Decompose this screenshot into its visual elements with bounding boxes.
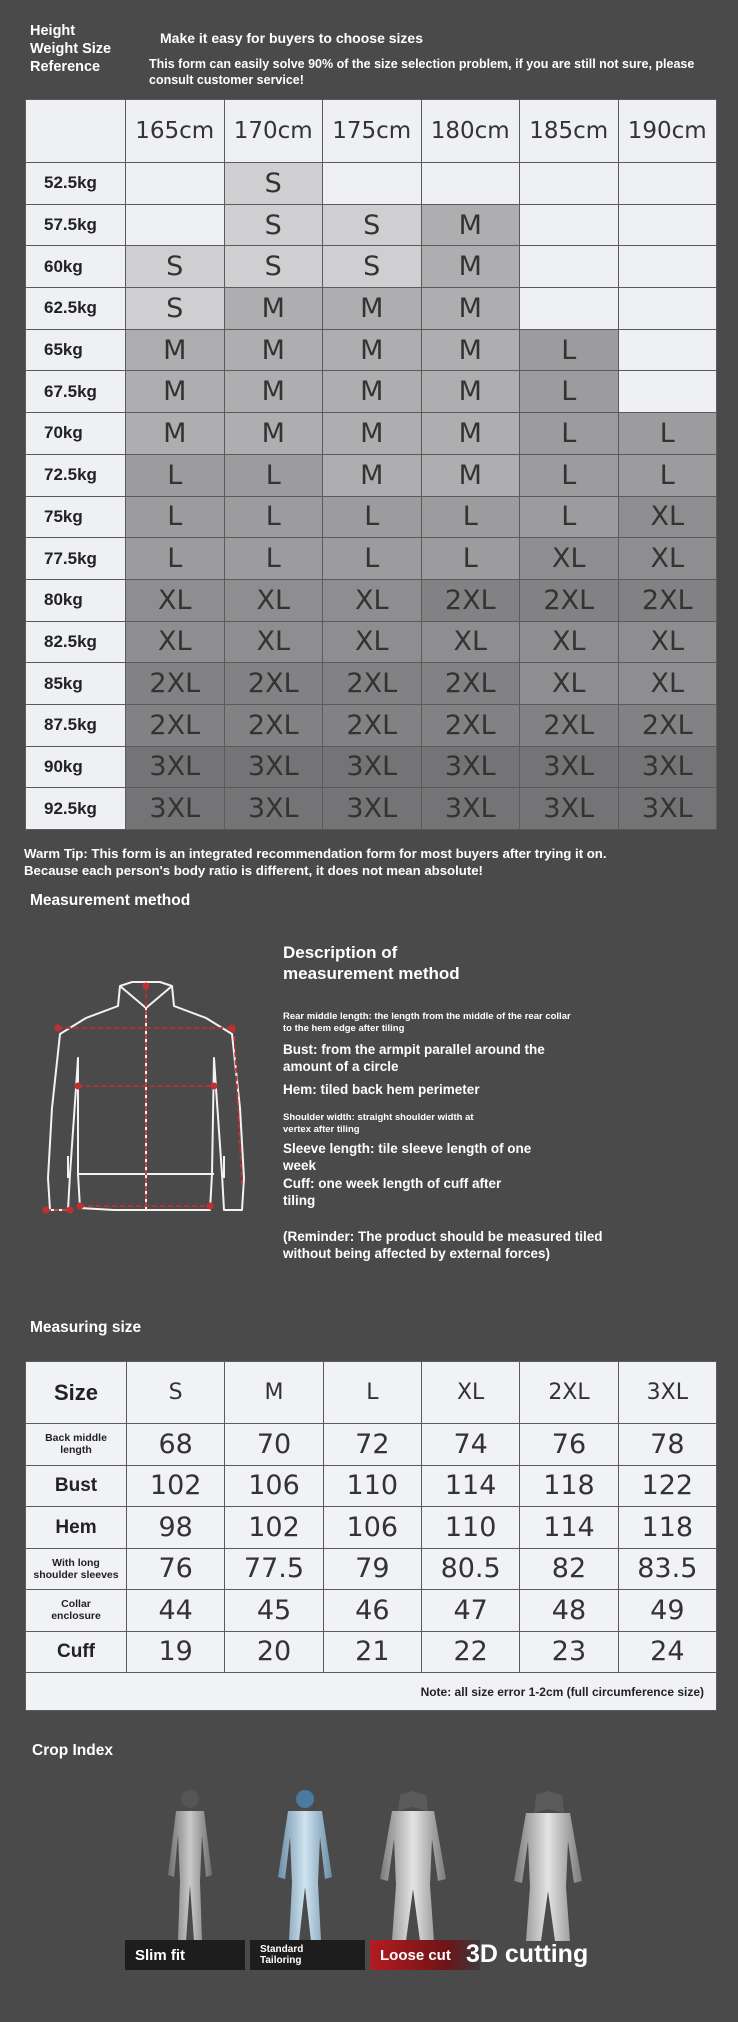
measure-value: 70 <box>225 1424 323 1466</box>
height-header: 180cm <box>421 100 520 163</box>
size-cell: L <box>126 538 225 580</box>
size-cell: 2XL <box>323 663 422 705</box>
measure-label-line-2: shoulder sleeves <box>33 1568 119 1581</box>
size-cell: M <box>421 371 520 413</box>
desc-cuff <box>283 1175 501 1209</box>
size-cell: M <box>224 288 323 330</box>
size-cell: M <box>126 329 225 371</box>
measure-label-line-1: Cuff <box>57 1641 95 1663</box>
size-cell <box>520 163 619 205</box>
size-cell: M <box>421 204 520 246</box>
size-cell: 3XL <box>618 788 717 830</box>
weight-label: 82.5kg <box>26 621 126 663</box>
weight-label: 87.5kg <box>26 704 126 746</box>
measure-header-row <box>26 1362 717 1424</box>
size-cell <box>126 163 225 205</box>
measure-value: 48 <box>520 1590 618 1632</box>
size-cell: L <box>618 413 717 455</box>
size-cell: M <box>126 371 225 413</box>
reference-line-1: Height <box>30 23 76 39</box>
size-cell: XL <box>126 579 225 621</box>
chart-reference-label <box>30 22 111 76</box>
measure-value: 82 <box>520 1548 618 1590</box>
size-cell: S <box>323 204 422 246</box>
table-row <box>26 204 717 246</box>
size-cell: XL <box>126 621 225 663</box>
size-cell: L <box>224 496 323 538</box>
desc-hem <box>283 1081 480 1098</box>
size-chart-header-row <box>26 100 717 163</box>
size-column-header: XL <box>421 1362 519 1424</box>
table-row <box>26 246 717 288</box>
size-cell <box>520 288 619 330</box>
size-cell: L <box>224 454 323 496</box>
weight-label: 92.5kg <box>26 788 126 830</box>
size-cell: 2XL <box>520 579 619 621</box>
table-row <box>26 704 717 746</box>
size-cell: M <box>224 413 323 455</box>
corner-cell <box>26 100 126 163</box>
weight-label: 67.5kg <box>26 371 126 413</box>
size-cell: L <box>126 496 225 538</box>
size-cell <box>618 246 717 288</box>
size-cell <box>421 163 520 205</box>
size-cell: 2XL <box>618 579 717 621</box>
size-cell: M <box>224 371 323 413</box>
size-cell: 2XL <box>224 704 323 746</box>
measure-value: 76 <box>520 1424 618 1466</box>
size-cell: XL <box>323 621 422 663</box>
size-cell: 2XL <box>126 663 225 705</box>
measure-value: 106 <box>323 1507 421 1549</box>
size-cell: M <box>323 288 422 330</box>
size-cell: 2XL <box>126 704 225 746</box>
size-cell: L <box>421 538 520 580</box>
table-row <box>26 663 717 705</box>
size-cell: S <box>224 204 323 246</box>
note-row <box>26 1673 717 1711</box>
measure-label-line-2: enclosure <box>51 1610 101 1623</box>
size-cell: 3XL <box>224 746 323 788</box>
size-cell: XL <box>618 663 717 705</box>
measure-value: 49 <box>618 1590 716 1632</box>
size-cell: S <box>224 246 323 288</box>
table-row <box>26 788 717 830</box>
measure-label-line-1: Hem <box>55 1516 97 1538</box>
size-cell: 2XL <box>323 704 422 746</box>
size-chart-table <box>25 99 717 830</box>
size-cell: XL <box>224 579 323 621</box>
description-title-line-1: Description of <box>283 943 398 962</box>
warm-tip-line-1: Warm Tip: This form is an integrated recommendation form for most buyers after trying it on. <box>24 846 607 861</box>
reference-line-3: Reference <box>30 59 101 75</box>
size-cell <box>618 288 717 330</box>
description-title-line-2: measurement method <box>283 964 460 983</box>
measure-value: 102 <box>127 1465 225 1507</box>
description-title <box>283 942 460 984</box>
size-cell: XL <box>520 621 619 663</box>
measure-value: 46 <box>323 1590 421 1632</box>
height-header: 170cm <box>224 100 323 163</box>
height-header: 175cm <box>323 100 422 163</box>
reference-line-2: Weight Size <box>30 41 112 57</box>
size-cell: 2XL <box>520 704 619 746</box>
size-cell: L <box>520 371 619 413</box>
size-cell: M <box>421 413 520 455</box>
size-cell: M <box>323 454 422 496</box>
measure-label-line-1: Collar <box>61 1598 91 1611</box>
table-row <box>26 746 717 788</box>
size-cell: S <box>126 246 225 288</box>
measure-value: 118 <box>618 1507 716 1549</box>
height-header: 190cm <box>618 100 717 163</box>
figure-slim <box>168 1790 212 1941</box>
desc-text: Cuff: one week length of cuff after <box>283 1176 502 1191</box>
size-cell <box>520 246 619 288</box>
weight-label: 60kg <box>26 246 126 288</box>
table-row <box>26 621 717 663</box>
fit-label-3d: 3D cutting <box>466 1939 589 1968</box>
table-row <box>26 1424 717 1466</box>
size-cell: 3XL <box>224 788 323 830</box>
table-row <box>26 579 717 621</box>
measure-value: 76 <box>127 1548 225 1590</box>
size-cell: S <box>224 163 323 205</box>
measuring-size-table <box>25 1361 717 1711</box>
weight-label: 77.5kg <box>26 538 126 580</box>
size-cell: 2XL <box>421 704 520 746</box>
measure-value: 23 <box>520 1631 618 1673</box>
desc-text: Hem: tiled back hem perimeter <box>283 1082 480 1097</box>
size-cell: 3XL <box>323 788 422 830</box>
measure-value: 83.5 <box>618 1548 716 1590</box>
fit-label-standard-2: Tailoring <box>260 1955 302 1966</box>
table-row <box>26 413 717 455</box>
measure-value: 79 <box>323 1548 421 1590</box>
desc-sleeve <box>283 1140 531 1174</box>
size-cell: L <box>520 454 619 496</box>
desc-text: week <box>283 1158 317 1173</box>
size-cell: L <box>323 496 422 538</box>
fit-badge-standard <box>250 1940 365 1970</box>
warm-tip-line-2: Because each person's body ratio is different, it does not mean absolute! <box>24 863 483 878</box>
table-row <box>26 538 717 580</box>
measure-value: 110 <box>323 1465 421 1507</box>
size-cell: XL <box>618 538 717 580</box>
fit-badge-loose <box>370 1940 480 1970</box>
size-column-header: L <box>323 1362 421 1424</box>
weight-label: 80kg <box>26 579 126 621</box>
size-cell: 2XL <box>224 663 323 705</box>
measure-label <box>26 1507 127 1549</box>
desc-bust <box>283 1041 545 1075</box>
size-cell: L <box>421 496 520 538</box>
measure-label-line-1: Back middle <box>45 1432 107 1445</box>
size-cell: 3XL <box>520 746 619 788</box>
reminder-line-2: without being affected by external forces) <box>283 1246 551 1261</box>
table-row <box>26 1631 717 1673</box>
size-cell: 3XL <box>126 746 225 788</box>
fit-badge-3d <box>466 1936 588 1972</box>
jacket-diagram-icon <box>40 978 250 1218</box>
measure-value: 74 <box>421 1424 519 1466</box>
measure-label-line-1: With long <box>52 1556 100 1569</box>
measure-label-line-1: Bust <box>54 1475 98 1497</box>
table-row <box>26 329 717 371</box>
size-cell: M <box>421 329 520 371</box>
measure-value: 102 <box>225 1507 323 1549</box>
size-column-header: S <box>127 1362 225 1424</box>
table-row <box>26 496 717 538</box>
size-cell: M <box>421 454 520 496</box>
measurement-method-heading: Measurement method <box>30 892 191 909</box>
measure-value: 20 <box>225 1631 323 1673</box>
measure-label <box>26 1548 127 1590</box>
size-cell: L <box>520 413 619 455</box>
measure-value: 114 <box>421 1465 519 1507</box>
desc-text: Shoulder width: straight shoulder width at <box>283 1112 474 1123</box>
fit-label-slim: Slim fit <box>135 1946 186 1964</box>
size-cell: XL <box>224 621 323 663</box>
size-error-note: Note: all size error 1-2cm (full circumference size) <box>26 1673 717 1711</box>
size-column-header: 2XL <box>520 1362 618 1424</box>
size-column-header: 3XL <box>618 1362 716 1424</box>
table-row <box>26 371 717 413</box>
measure-value: 118 <box>520 1465 618 1507</box>
size-column-header: M <box>225 1362 323 1424</box>
size-cell: M <box>224 329 323 371</box>
weight-label: 57.5kg <box>26 204 126 246</box>
reminder-line-1: (Reminder: The product should be measured tiled <box>283 1229 603 1244</box>
size-cell: S <box>126 288 225 330</box>
measure-value: 22 <box>421 1631 519 1673</box>
table-row <box>26 163 717 205</box>
size-cell: L <box>520 496 619 538</box>
measure-value: 114 <box>520 1507 618 1549</box>
size-cell <box>618 163 717 205</box>
size-cell: L <box>323 538 422 580</box>
size-cell: L <box>520 329 619 371</box>
weight-label: 70kg <box>26 413 126 455</box>
measure-value: 110 <box>421 1507 519 1549</box>
warm-tip <box>24 845 724 879</box>
weight-label: 52.5kg <box>26 163 126 205</box>
desc-text: vertex after tiling <box>283 1124 360 1135</box>
fit-label-standard-1: Standard <box>260 1944 304 1955</box>
size-cell: L <box>126 454 225 496</box>
size-cell: 2XL <box>618 704 717 746</box>
weight-label: 85kg <box>26 663 126 705</box>
size-cell <box>618 329 717 371</box>
desc-text: Rear middle length: the length from the middle of the rear collar <box>283 1011 571 1022</box>
measure-value: 21 <box>323 1631 421 1673</box>
size-cell: M <box>323 371 422 413</box>
measure-value: 78 <box>618 1424 716 1466</box>
size-cell <box>126 204 225 246</box>
size-cell: XL <box>520 663 619 705</box>
size-cell: 3XL <box>126 788 225 830</box>
measure-value: 47 <box>421 1590 519 1632</box>
height-header: 165cm <box>126 100 225 163</box>
weight-label: 90kg <box>26 746 126 788</box>
size-cell: L <box>618 454 717 496</box>
height-header: 185cm <box>520 100 619 163</box>
desc-text: tiling <box>283 1193 316 1208</box>
weight-label: 62.5kg <box>26 288 126 330</box>
crop-index-heading: Crop Index <box>32 1742 113 1759</box>
size-cell: XL <box>618 496 717 538</box>
size-cell: 3XL <box>618 746 717 788</box>
size-cell: 3XL <box>421 746 520 788</box>
weight-label: 75kg <box>26 496 126 538</box>
figure-standard <box>278 1790 332 1941</box>
table-row <box>26 1507 717 1549</box>
size-cell: M <box>421 246 520 288</box>
measure-value: 68 <box>127 1424 225 1466</box>
measure-value: 106 <box>225 1465 323 1507</box>
desc-reminder <box>283 1228 603 1262</box>
measure-value: 98 <box>127 1507 225 1549</box>
size-cell: M <box>323 413 422 455</box>
weight-label: 65kg <box>26 329 126 371</box>
measure-value: 19 <box>127 1631 225 1673</box>
size-cell <box>323 163 422 205</box>
measure-value: 77.5 <box>225 1548 323 1590</box>
measure-label <box>26 1631 127 1673</box>
size-cell: XL <box>520 538 619 580</box>
size-cell: XL <box>618 621 717 663</box>
size-cell: S <box>323 246 422 288</box>
size-cell: M <box>126 413 225 455</box>
table-row <box>26 1590 717 1632</box>
measure-value: 72 <box>323 1424 421 1466</box>
size-header-label: Size <box>26 1362 127 1424</box>
measure-value: 80.5 <box>421 1548 519 1590</box>
page-title: Make it easy for buyers to choose sizes <box>160 30 423 46</box>
measure-label <box>26 1465 127 1507</box>
table-row <box>26 1548 717 1590</box>
desc-text: amount of a circle <box>283 1059 399 1074</box>
measure-value: 122 <box>618 1465 716 1507</box>
measure-value: 44 <box>127 1590 225 1632</box>
fit-badge-slim <box>125 1940 245 1970</box>
desc-shoulder <box>283 1112 474 1136</box>
size-cell: 3XL <box>421 788 520 830</box>
size-cell <box>618 371 717 413</box>
measure-value: 45 <box>225 1590 323 1632</box>
fit-label-loose: Loose cut <box>380 1946 451 1964</box>
measure-value: 24 <box>618 1631 716 1673</box>
measuring-size-heading: Measuring size <box>30 1319 142 1336</box>
figure-3d <box>514 1791 582 1941</box>
measure-label-line-2: length <box>60 1444 92 1457</box>
size-cell: 2XL <box>421 579 520 621</box>
size-cell: M <box>323 329 422 371</box>
figure-loose <box>380 1791 446 1941</box>
size-cell: 2XL <box>421 663 520 705</box>
size-cell: 3XL <box>323 746 422 788</box>
size-cell <box>618 204 717 246</box>
desc-text: Bust: from the armpit parallel around the <box>283 1042 545 1057</box>
size-cell: XL <box>421 621 520 663</box>
weight-label: 72.5kg <box>26 454 126 496</box>
size-cell: 3XL <box>520 788 619 830</box>
desc-text: Sleeve length: tile sleeve length of one <box>283 1141 532 1156</box>
table-row <box>26 288 717 330</box>
measure-label <box>26 1590 127 1632</box>
desc-text: to the hem edge after tiling <box>283 1023 405 1034</box>
size-cell: M <box>421 288 520 330</box>
table-row <box>26 454 717 496</box>
page-subtitle: This form can easily solve 90% of the size selection problem, if you are still not sure, please consult customer service! <box>149 57 695 87</box>
size-cell <box>520 204 619 246</box>
measure-label <box>26 1424 127 1466</box>
table-row <box>26 1465 717 1507</box>
fit-figures-icon <box>150 1785 620 1945</box>
desc-rear-middle <box>283 1011 571 1035</box>
size-cell: L <box>224 538 323 580</box>
size-cell: XL <box>323 579 422 621</box>
